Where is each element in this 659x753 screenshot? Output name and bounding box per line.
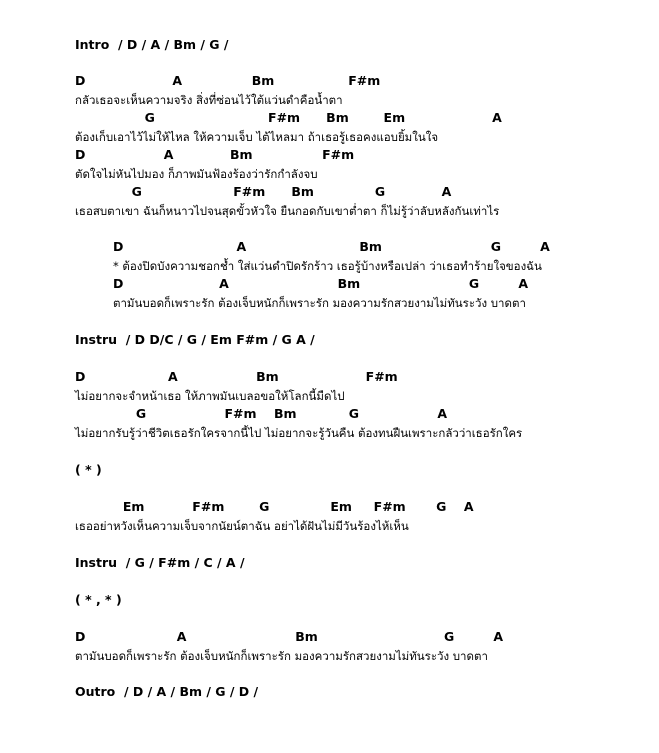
outro-line: Outro / D / A / Bm / G / D / [75,684,259,699]
chord-line: D A Bm F#m [75,369,398,384]
lyric-line: ตัดใจไม่หันไปมอง ก็ภาพมันฟ้องร้องว่ารักกำลังจบ [75,167,318,181]
repeat-marker: ( * , * ) [75,592,122,607]
lyric-line: ไม่อยากรับรู้ว่าชีวิตเธอรักใครจากนี้ไป ไม่อยากจะรู้วันคืน ต้องทนฝืนเพราะกลัวว่าเธอรักใคร [75,426,523,440]
intro-line: Intro / D / A / Bm / G / [75,37,229,52]
lyric-line: ตามันบอดก็เพราะรัก ต้องเจ็บหนักก็เพราะรัก มองความรักสวยงามไม่ทันระวัง บาดตา [113,296,526,310]
lyric-line: เธอสบตาเขา ฉันก็หนาวไปจนสุดขั้วหัวใจ ยืนกอดกับเขาต่ำตา ก็ไม่รู้ว่าลับหลังกันเท่าไร [75,204,500,218]
chord-line: D A Bm F#m [75,147,355,162]
chord-line: Em F#m G Em F#m G A [75,499,474,514]
instru-line: Instru / D D/C / G / Em F#m / G A / [75,332,315,347]
lyric-line: เธออย่าหวังเห็นความเจ็บจากนัยน์ตาฉัน อย่าได้ฝันไม่มีวันร้องไห้เห็น [75,519,409,533]
repeat-marker: ( * ) [75,462,102,477]
lyric-line: กลัวเธอจะเห็นความจริง สิ่งที่ซ่อนไว้ใต้แว่นดำคือน้ำตา [75,93,343,107]
instru-line: Instru / G / F#m / C / A / [75,555,245,570]
chord-line: G F#m Bm Em A [75,110,502,125]
chord-line: D A Bm G A [113,239,550,254]
chord-line: G F#m Bm G A [75,184,452,199]
lyric-line: * ต้องปิดบังความชอกช้ำ ใส่แว่นดำปิดรักร้าว เธอรู้บ้างหรือเปล่า ว่าเธอทำร้ายใจของฉัน [113,259,542,273]
chord-line: D A Bm F#m [75,73,381,88]
lyric-line: ต้องเก็บเอาไว้ไม่ให้ไหล ให้ความเจ็บ ไต้ไหลมา ถ้าเธอรู้เธอคงแอบยิ้มในใจ [75,130,439,144]
lyric-line: ไม่อยากจะจำหน้าเธอ ให้ภาพมันเบลอขอให้โลกนี้มืดไป [75,389,345,403]
lyric-line: ตามันบอดก็เพราะรัก ต้องเจ็บหนักก็เพราะรัก มองความรักสวยงามไม่ทันระวัง บาดตา [75,649,488,663]
chord-line: D A Bm G A [75,629,504,644]
chord-line: G F#m Bm G A [75,406,448,421]
chord-line: D A Bm G A [113,276,529,291]
